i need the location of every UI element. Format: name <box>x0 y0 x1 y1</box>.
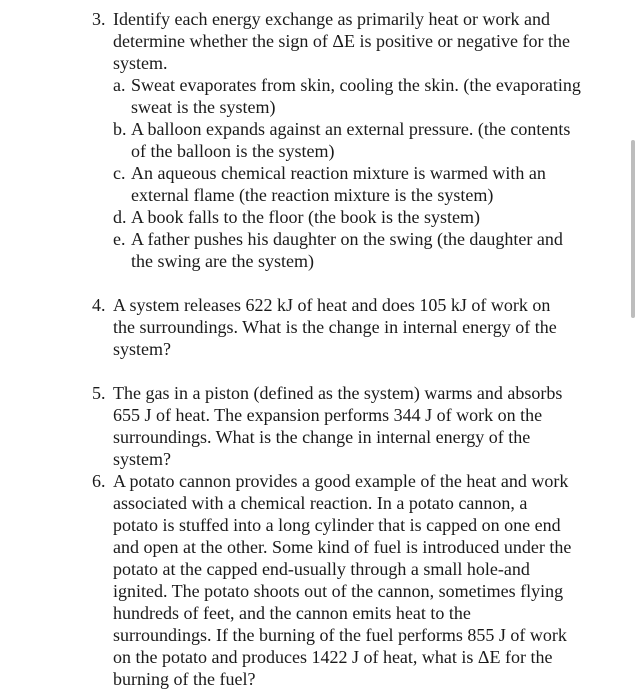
part-text: A father pushes his daughter on the swing (the daughter and the swing are the system) <box>131 229 563 271</box>
question-number: 6. <box>92 471 106 491</box>
question-text: A potato cannon provides a good example of the heat and work associated with a chemical reaction. In a potato cannon, a potato is stuffed into a long cylinder that is capped on one end and open at the other. Some kind of fuel is introduced under the potato at the capped end-usually through a small hole-and ignited. The potato shoots out of the cannon, sometimes flying hundreds of feet, and the cannon emits heat to the surroundings. If the burning of the fuel performs 855 J of work on the potato and produces 1422 J of heat, what is ΔE for the burning of the fuel? <box>113 471 572 689</box>
part-letter: a. <box>113 75 126 95</box>
question-text: A system releases 622 kJ of heat and does 105 kJ of work on the surroundings. What is the change in internal energy of the system? <box>113 295 557 359</box>
part-text: A book falls to the floor (the book is the system) <box>131 207 480 227</box>
part-text: An aqueous chemical reaction mixture is warmed with an external flame (the reaction mixture is the system) <box>131 163 546 205</box>
part-letter: c. <box>113 163 126 183</box>
part-letter: e. <box>113 229 126 249</box>
question-text: Identify each energy exchange as primarily heat or work and determine whether the sign of ΔE is positive or negative for the system. <box>113 9 570 73</box>
question-number: 4. <box>92 295 106 315</box>
question-number: 3. <box>92 9 106 29</box>
question-text: The gas in a piston (defined as the system) warms and absorbs 655 J of heat. The expansion performs 344 J of work on the surroundings. What is the change in internal energy of the system? <box>113 383 563 469</box>
vertical-scrollbar-thumb[interactable] <box>631 140 635 318</box>
part-text: A balloon expands against an external pressure. (the contents of the balloon is the system) <box>131 119 571 161</box>
question-number: 5. <box>92 383 106 403</box>
part-text: Sweat evaporates from skin, cooling the skin. (the evaporating sweat is the system) <box>131 75 581 117</box>
part-letter: b. <box>113 119 127 139</box>
part-letter: d. <box>113 207 127 227</box>
